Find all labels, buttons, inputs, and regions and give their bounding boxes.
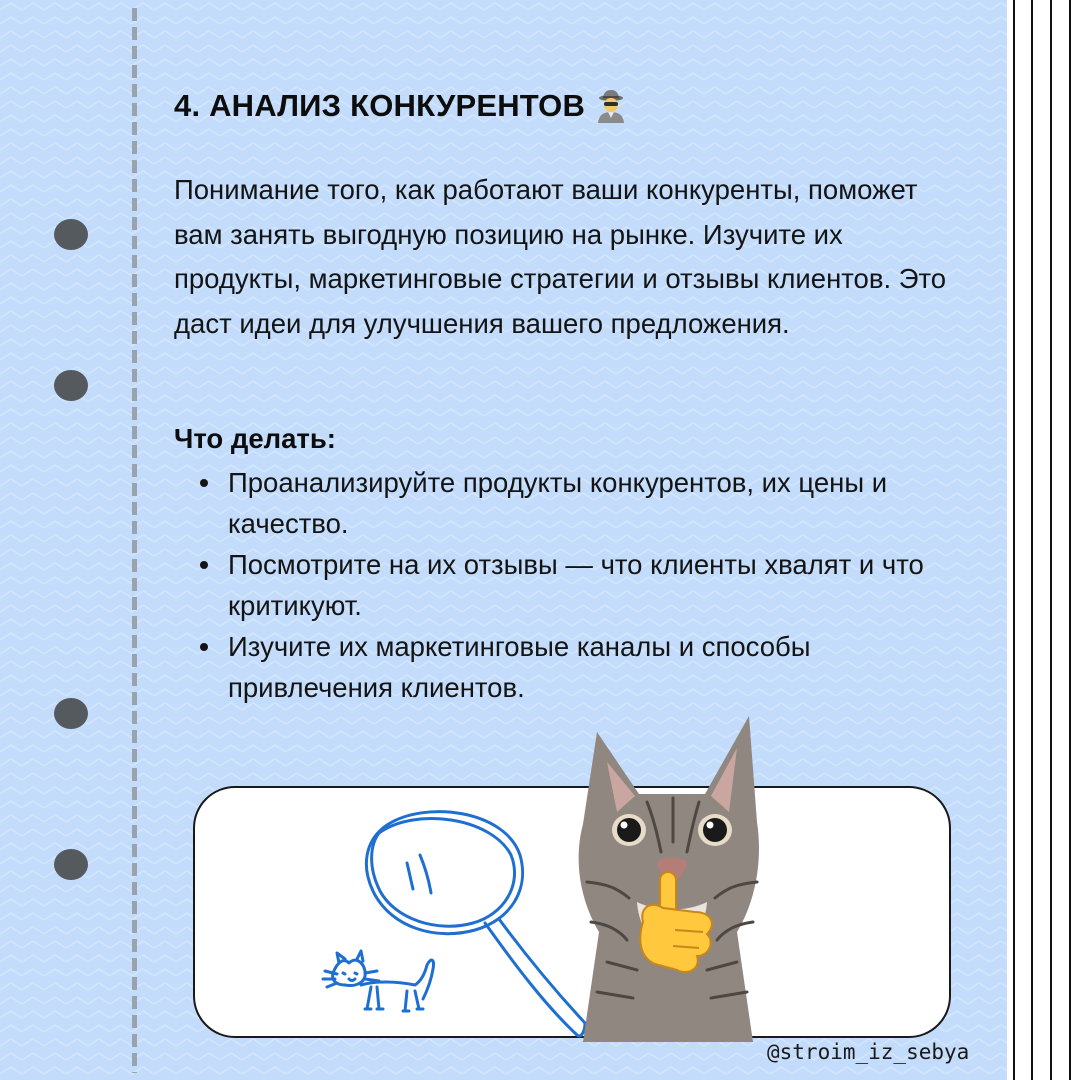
intro-paragraph: Понимание того, как работают ваши конкуренты, поможет вам занять выгодную позицию на рынке. Изучите их продукты, маркетинговые стратегии и отзывы клиентов. Это даст идеи для улучшения вашего предложения. bbox=[174, 174, 947, 339]
slide-title bbox=[174, 88, 627, 124]
binder-hole bbox=[54, 370, 88, 401]
cat-photo bbox=[577, 712, 767, 1042]
slide-title-text: 4. АНАЛИЗ КОНКУРЕНТОВ bbox=[174, 88, 586, 123]
detective-icon bbox=[595, 89, 627, 123]
binder-hole bbox=[54, 698, 88, 729]
magnifying-glass-doodle bbox=[315, 795, 605, 1045]
binder-hole bbox=[54, 849, 88, 880]
todo-list bbox=[174, 462, 974, 708]
notebook-dashed-line bbox=[132, 8, 137, 1073]
notebook-margin bbox=[1007, 0, 1080, 1080]
binder-hole bbox=[54, 219, 88, 250]
list-item: Проанализируйте продукты конкурентов, их цены и качество. bbox=[174, 462, 974, 544]
list-item: Посмотрите на их отзывы — что клиенты хвалят и что критикуют. bbox=[174, 544, 974, 626]
list-item: Изучите их маркетинговые каналы и способы привлечения клиентов. bbox=[174, 626, 974, 708]
author-handle: @stroim_iz_sebya bbox=[767, 1040, 970, 1064]
todo-heading: Что делать: bbox=[174, 423, 336, 454]
